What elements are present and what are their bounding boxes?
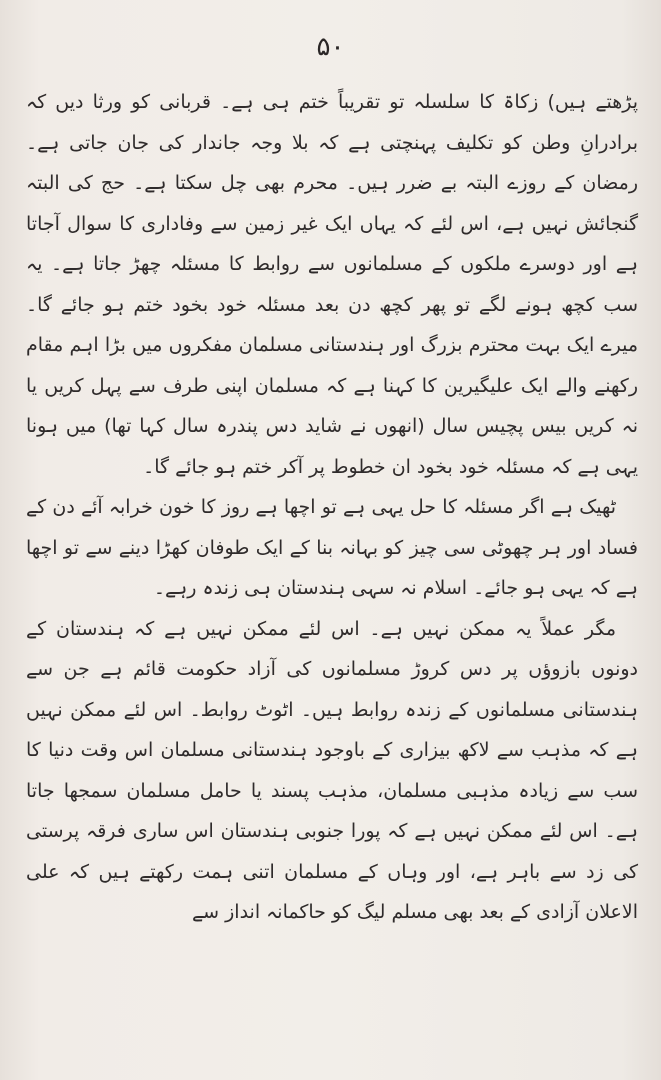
paragraph-1: پڑھتے ہیں) زکاۃ کا سلسلہ تو تقریباً ختم ہی ہے۔ قربانی کو ورثا دیں کہ برادرانِ وطن کو تکلیف پہنچتی ہے کہ بلا وجہ جاندار کی جان جاتی ہے۔ رمضان کے روزے البتہ بے ضرر ہیں۔ محرم بھی چل سکتا ہے۔ حج کی البتہ گنجائش نہیں ہے، اس لئے کہ یہاں ایک غیر زمین سے وفاداری کا سوال آجاتا ہے اور دوسرے ملکوں کے مسلمانوں سے روابط کا مسئلہ چھڑ جاتا ہے۔ یہ سب کچھ ہونے لگے تو پھر کچھ دن بعد مسئلہ خود بخود ختم ہو جائے گا۔ میرے ایک بہت محترم بزرگ اور ہندستانی مسلمان مفکروں میں بڑا اہم مقام رکھنے والے ایک علیگیرین کا کہنا ہے کہ مسلمان اپنی طرف سے پہل کریں یا نہ کریں بیس پچیس سال (انھوں نے شاید دس پندرہ سال کہا تھا) میں ہونا یہی ہے کہ مسئلہ خود بخود ان خطوط پر آکر ختم ہو جائے گا۔: [26, 91, 638, 478]
paragraph-2: ٹھیک ہے اگر مسئلہ کا حل یہی ہے تو اچھا ہے روز کا خون خرابہ آئے دن کے فساد اور ہر چھوٹی سی چیز کو بہانہ بنا کے ایک طوفان کھڑا دینے سے تو اچھا ہے کہ یہی ہو جائے۔ اسلام نہ سہی ہندستان ہی زندہ رہے۔: [26, 496, 638, 599]
page-body-text: [26, 82, 638, 933]
page-number: ۵۰: [316, 32, 345, 62]
paragraph-3: مگر عملاً یہ ممکن نہیں ہے۔ اس لئے ممکن نہیں ہے کہ ہندستان کے دونوں بازوؤں پر دس کروڑ مسلمانوں کی آزاد حکومت قائم ہے جن سے ہندستانی مسلمانوں کے زندہ روابط ہیں۔ اٹوٹ روابط۔ اس لئے ممکن نہیں ہے کہ مذہب سے لاکھ بیزاری کے باوجود ہندستانی مسلمان اس وقت دنیا کا سب سے زیادہ مذہبی مسلمان، مذہب پسند یا حامل مسلمان سمجھا جاتا ہے۔ اس لئے ممکن نہیں ہے کہ پورا جنوبی ہندستان اس ساری فرقہ پرستی کی زد سے باہر ہے، اور وہاں کے مسلمان اتنی ہمت رکھتے ہیں کہ علی الاعلان آزادی کے بعد بھی مسلم لیگ کو حاکمانہ انداز سے: [26, 617, 638, 923]
